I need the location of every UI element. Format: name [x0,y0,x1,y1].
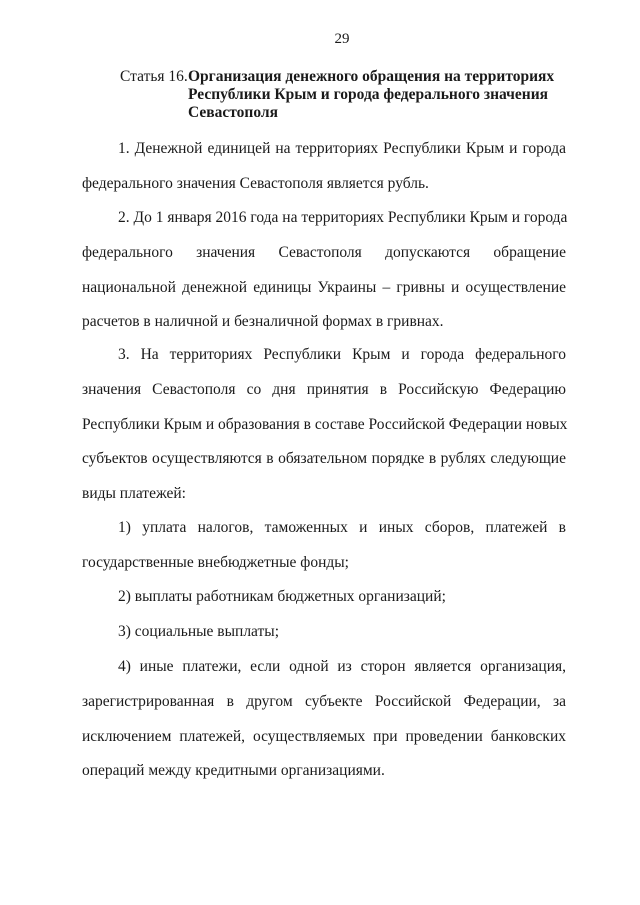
paragraph-line: национальной денежной единицы Украины – гривны и осуществление [82,279,566,296]
paragraph-line: 4) иные платежи, если одной из сторон является организация, [118,658,566,675]
paragraph-line: 2) выплаты работникам бюджетных организаций; [118,588,446,605]
paragraph-line: Республики Крым и образования в составе Российской Федерации новых [82,416,568,433]
article-label: Статья 16. [120,68,188,85]
paragraph-line: субъектов осуществляются в обязательном порядке в рублях следующие [82,450,566,467]
paragraph-line: 3) социальные выплаты; [118,623,280,640]
paragraph-line: 1) уплата налогов, таможенных и иных сборов, платежей в [118,519,566,536]
paragraph-line: значения Севастополя со дня принятия в Российскую Федерацию [82,381,566,398]
paragraph-line: исключением платежей, осуществляемых при проведении банковских [82,728,566,745]
article-title: Организация денежного обращения на территориях Республики Крым и города федерального значения Севастополя [188,68,555,121]
paragraph-line: виды платежей: [82,485,186,502]
paragraph-line: федерального значения Севастополя допускаются обращение [82,244,566,261]
paragraph-line: операций между кредитными организациями. [82,762,385,779]
paragraph-line: федерального значения Севастополя является рубль. [82,175,429,192]
paragraph-line: расчетов в наличной и безналичной формах в гривнах. [82,313,444,330]
page-number: 29 [334,31,350,47]
paragraph-line: 3. На территориях Республики Крым и города федерального [118,346,566,363]
paragraph-line: зарегистрированная в другом субъекте Российской Федерации, за [82,693,566,710]
paragraph-line: 1. Денежной единицей на территориях Республики Крым и города [118,140,566,157]
paragraph-line: 2. До 1 января 2016 года на территориях Республики Крым и города [118,209,568,226]
paragraph-line: государственные внебюджетные фонды; [82,554,349,571]
